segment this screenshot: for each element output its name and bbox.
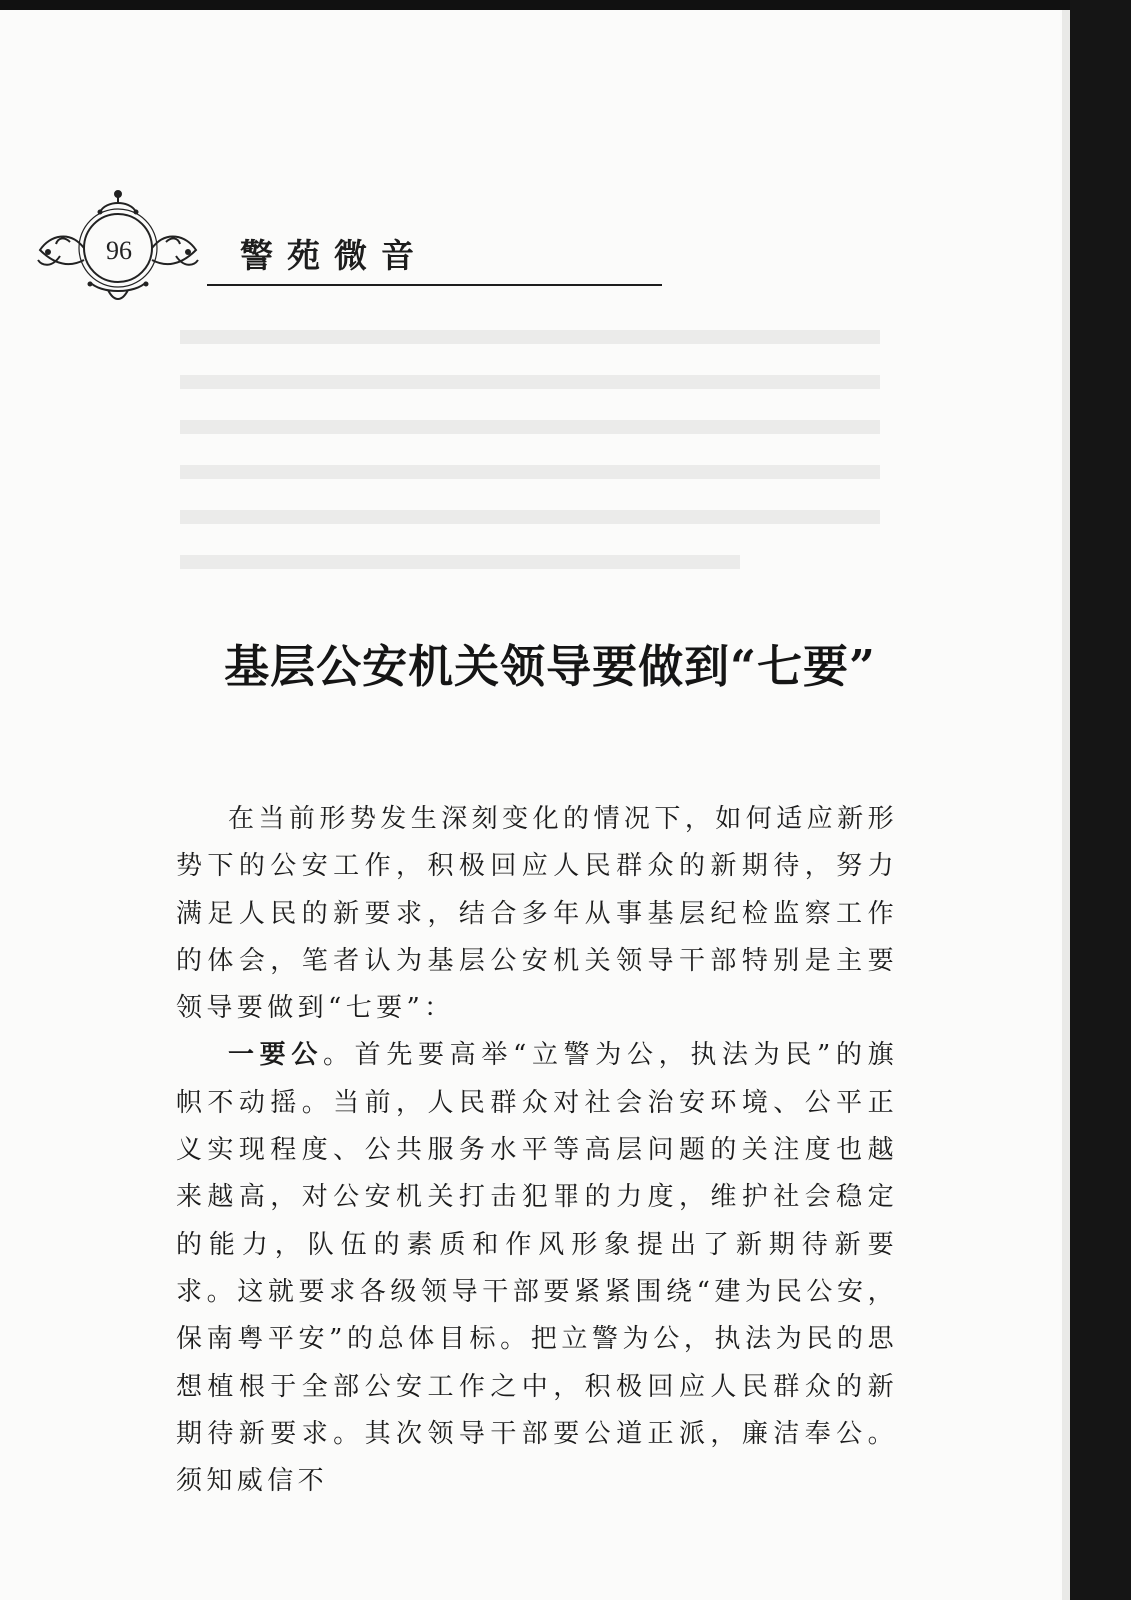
header-rule (207, 284, 662, 286)
article-body (176, 796, 898, 1505)
point-one-heading: 一要公 (228, 1040, 324, 1071)
scan-right-edge (1070, 0, 1131, 1600)
show-through-shadow (170, 320, 910, 610)
page-gutter (1062, 10, 1070, 1600)
point-one-text: 。首先要高举“立警为公，执法为民”的旗帜不动摇。当前，人民群众对社会治安环境、公平正义实现程度、公共服务水平等高层问题的关注度也越来越高，对公安机关打击犯罪的力度，维护社会稳定的能力，队伍的素质和作风形象提出了新期待新要求。这就要求各级领导干部要紧紧围绕“建为民公安，保南粤平安”的总体目标。把立警为公，执法为民的思想植根于全部公安工作之中，积极回应人民群众的新期待新要求。其次领导干部要公道正派，廉洁奉公。须知威信不 (176, 1040, 899, 1497)
running-title: 警苑微音 (240, 236, 428, 275)
article-title: 基层公安机关领导要做到“七要” (224, 640, 876, 693)
page-number: 96 (106, 236, 132, 265)
point-one-paragraph (176, 1032, 898, 1505)
scan-top-edge (0, 0, 1131, 10)
intro-paragraph-text: 在当前形势发生深刻变化的情况下，如何适应新形势下的公安工作，积极回应人民群众的新期待，努力满足人民的新要求，结合多年从事基层纪检监察工作的体会，笔者认为基层公安机关领导干部特别是主要领导要做到“七要”： (176, 804, 898, 1024)
intro-paragraph (176, 796, 898, 1032)
